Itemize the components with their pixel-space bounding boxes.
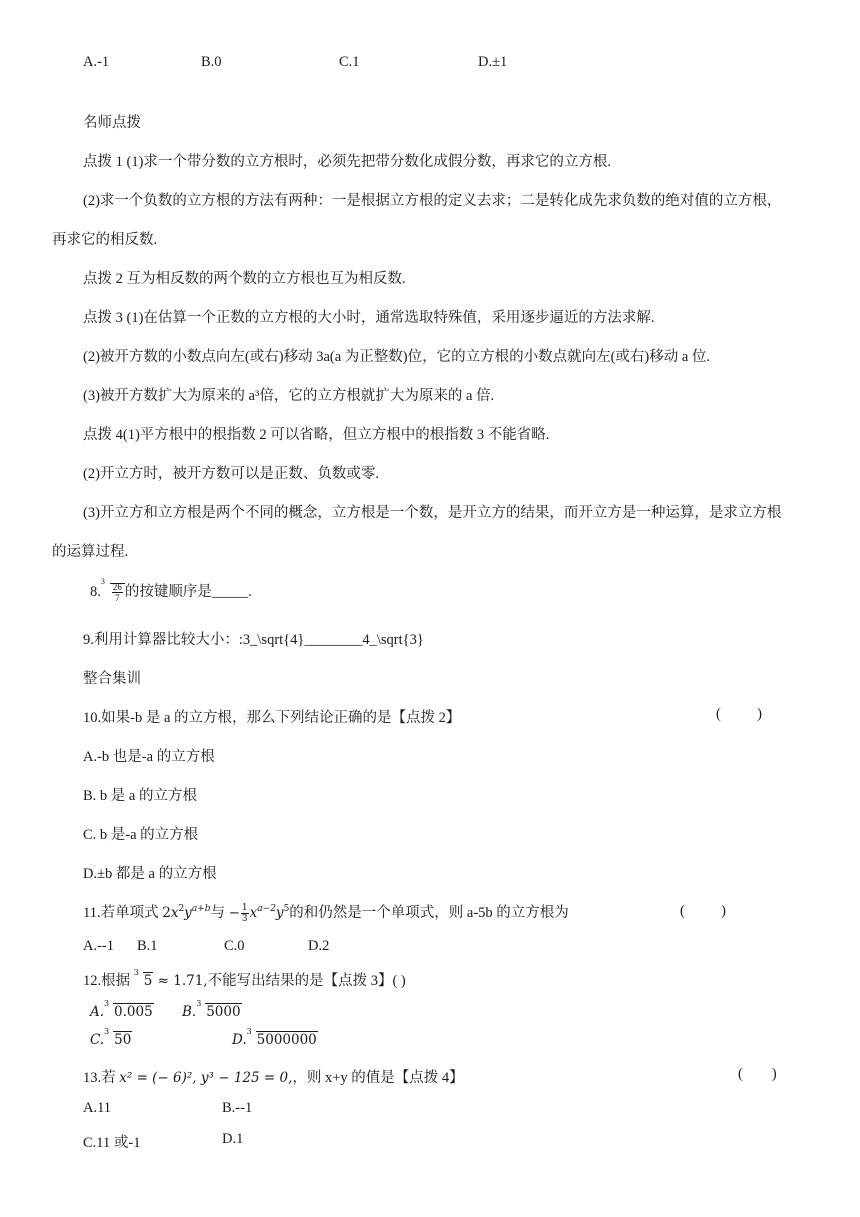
q8-fraction-numerator: 26 [112, 582, 122, 593]
tip-1-line-1: 点拨 1 (1)求一个带分数的立方根时，必须先把带分数化成假分数，再求它的立方根. [83, 154, 612, 170]
q12-option-c: C. 3 50 [90, 1027, 132, 1048]
q13-option-a: A.11 [83, 1100, 112, 1116]
tip-4-line-3: (3)开立方和立方根是两个不同的概念，立方根是一个数，是开立方的结果，而开立方是一种运算，是求立方根 [83, 505, 782, 521]
q13-option-b: B.--1 [222, 1100, 253, 1116]
q8-fraction-denominator: 7 [115, 593, 120, 604]
q8-fraction [112, 582, 123, 603]
q12-option-b: B. 3 5000 [182, 999, 241, 1020]
question-11 [83, 901, 569, 924]
tip-3-line-3: (3)被开方数扩大为原来的 a³倍，它的立方根就扩大为原来的 a 倍. [83, 388, 495, 404]
q10-option-b: B. b 是 a 的立方根 [83, 788, 197, 804]
tips-heading: 名师点拨 [83, 115, 141, 131]
q7-option-c: C.1 [339, 54, 360, 70]
tip-1-line-3: 再求它的相反数. [52, 232, 158, 248]
q12-formula: 3 5 ≈ 1.71, [133, 968, 208, 989]
question-13 [83, 1066, 464, 1087]
question-10-stem: 10.如果-b 是 a 的立方根，那么下列结论正确的是【点拨 2】 [83, 710, 461, 726]
q7-option-b: B.0 [201, 54, 222, 70]
tip-4-line-4: 的运算过程. [52, 544, 129, 560]
q11-term-2: − $\frac{1}{3}$ $x^{a-2}y^5$ [228, 903, 290, 924]
q8-suffix: 的按键顺序是_____. [124, 584, 252, 600]
q11-connector: 与 [210, 905, 225, 921]
q11-option-b: B.1 [137, 938, 158, 954]
q13-answer-paren: ( ) [738, 1066, 777, 1082]
q7-option-a: A.-1 [83, 54, 110, 70]
q13-suffix: ，则 x+y 的值是【点拨 4】 [292, 1070, 464, 1086]
q8-radical [100, 577, 125, 604]
q12-prefix: 12.根据 [83, 973, 131, 989]
section-heading: 整合集训 [83, 671, 141, 687]
q13-formula: x² = (− 6)², y³ − 125 = 0, [119, 1070, 293, 1086]
q12-suffix: 不能写出结果的是【点拨 3】( ) [207, 973, 406, 989]
question-12 [83, 969, 406, 990]
q11-suffix: 的和仍然是一个单项式，则 a-5b 的立方根为 [289, 905, 569, 921]
q7-option-d: D.±1 [478, 54, 508, 70]
q11-answer-paren: ( ) [680, 903, 726, 919]
q8-prefix: 8. [90, 584, 101, 600]
q11-option-c: C.0 [224, 938, 245, 954]
q13-prefix: 13.若 [83, 1070, 116, 1086]
q10-answer-paren: ( ) [716, 706, 762, 722]
tip-2: 点拨 2 互为相反数的两个数的立方根也互为相反数. [83, 271, 406, 287]
q11-prefix: 11.若单项式 [83, 905, 159, 921]
tip-1-line-2: (2)求一个负数的立方根的方法有两种：一是根据立方根的定义去求；二是转化成先求负数的绝对值的立方根， [83, 193, 782, 209]
tip-3-line-1: 点拨 3 (1)在估算一个正数的立方根的大小时，通常选取特殊值，采用逐步逼近的方法求解. [83, 310, 655, 326]
question-9: 9.利用计算器比较大小：:3_\sqrt{4}________4_\sqrt{3} [83, 632, 424, 648]
q10-option-c: C. b 是-a 的立方根 [83, 827, 199, 843]
tip-4-line-2: (2)开立方时，被开方数可以是正数、负数或零. [83, 466, 380, 482]
q12-option-d: D. 3 5000000 [232, 1027, 317, 1048]
q12-option-a: A. 3 0.005 [90, 999, 153, 1020]
q8-radical-index: 3 [100, 577, 105, 587]
q13-option-c: C.11 或-1 [83, 1135, 141, 1151]
q10-option-d: D.±b 都是 a 的立方根 [83, 866, 217, 882]
q11-option-a: A.--1 [83, 938, 115, 954]
q13-option-d: D.1 [222, 1131, 244, 1147]
q11-option-d: D.2 [308, 938, 330, 954]
tip-4-line-1: 点拨 4(1)平方根中的根指数 2 可以省略，但立方根中的根指数 3 不能省略. [83, 427, 550, 443]
question-8 [90, 577, 252, 604]
q10-option-a: A.-b 也是-a 的立方根 [83, 749, 215, 765]
q11-term-1: $2x^2y^{a+b}$ [162, 904, 211, 921]
tip-3-line-2: (2)被开方数的小数点向左(或右)移动 3a(a 为正整数)位，它的立方根的小数点就向左(或右)移动 a 位. [83, 349, 711, 365]
